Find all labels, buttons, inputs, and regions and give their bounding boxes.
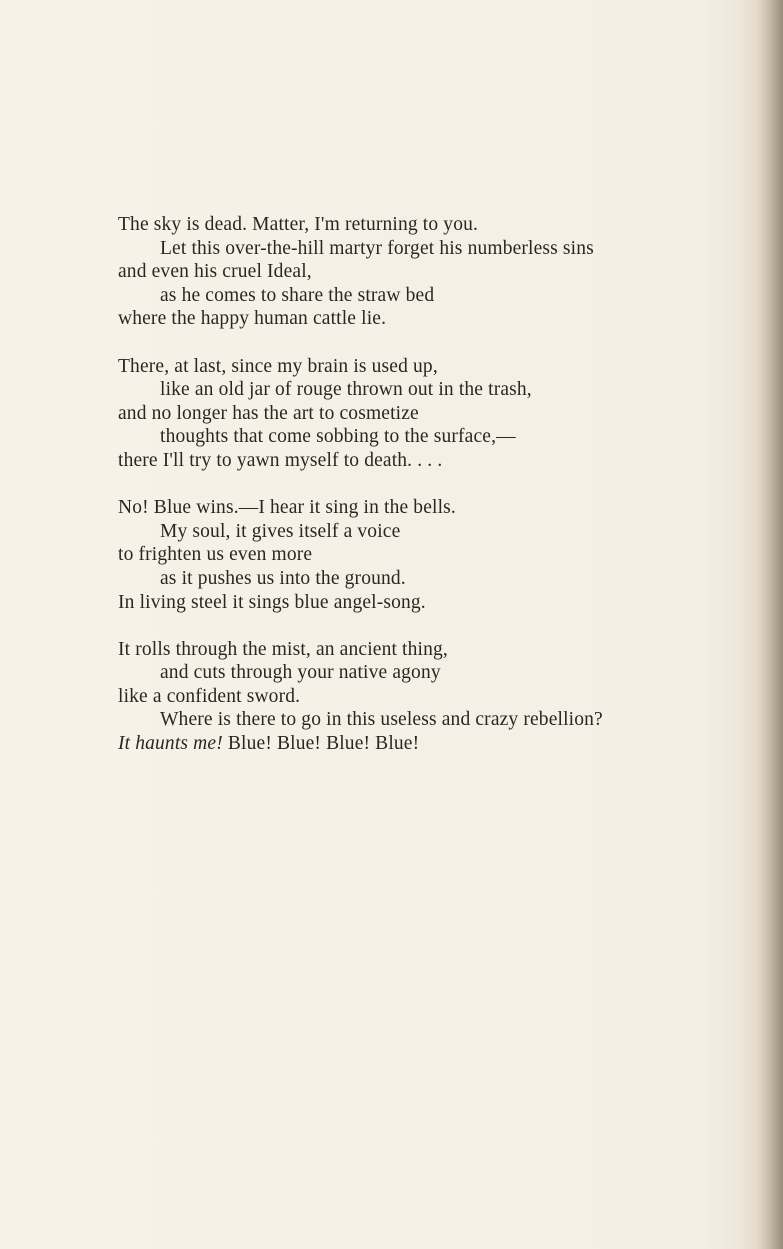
stanza-2: [118, 355, 758, 473]
poem-line: Let this over-the-hill martyr forget his numberless sins: [160, 237, 594, 259]
poem-line: and cuts through your native agony: [160, 662, 441, 684]
poem-line: like an old jar of rouge thrown out in the trash,: [160, 379, 532, 401]
poem-line: It rolls through the mist, an ancient thing,: [118, 638, 448, 660]
stanza-4: [118, 638, 758, 756]
poem-final-line: [118, 732, 758, 756]
poem-line: there I'll try to yawn myself to death. . . .: [118, 449, 443, 471]
poem-text: [118, 213, 758, 779]
poem-line: and no longer has the art to cosmetize: [118, 402, 419, 424]
poem-line: to frighten us even more: [118, 544, 313, 566]
poem-line: and even his cruel Ideal,: [118, 261, 312, 283]
poem-line: The sky is dead. Matter, I'm returning to you.: [118, 214, 479, 235]
poem-line: There, at last, since my brain is used up,: [118, 355, 438, 377]
italic-phrase: It haunts me!: [118, 733, 223, 755]
poem-line: No! Blue wins.—I hear it sing in the bells.: [118, 497, 456, 519]
poem-line: as he comes to share the straw bed: [160, 284, 435, 306]
stanza-1: [118, 213, 758, 331]
poem-line: My soul, it gives itself a voice: [160, 520, 401, 542]
poem-line: thoughts that come sobbing to the surface,—: [160, 426, 516, 448]
poem-line: where the happy human cattle lie.: [118, 308, 387, 330]
final-line-rest: Blue! Blue! Blue! Blue!: [222, 733, 420, 755]
poem-line: as it pushes us into the ground.: [160, 567, 406, 589]
page-edge-shadow: [757, 0, 783, 1249]
poem-line: like a confident sword.: [118, 685, 301, 707]
stanza-3: [118, 496, 758, 614]
poem-line: In living steel it sings blue angel-song.: [118, 591, 426, 613]
poem-line: Where is there to go in this useless and crazy rebellion?: [160, 709, 603, 731]
